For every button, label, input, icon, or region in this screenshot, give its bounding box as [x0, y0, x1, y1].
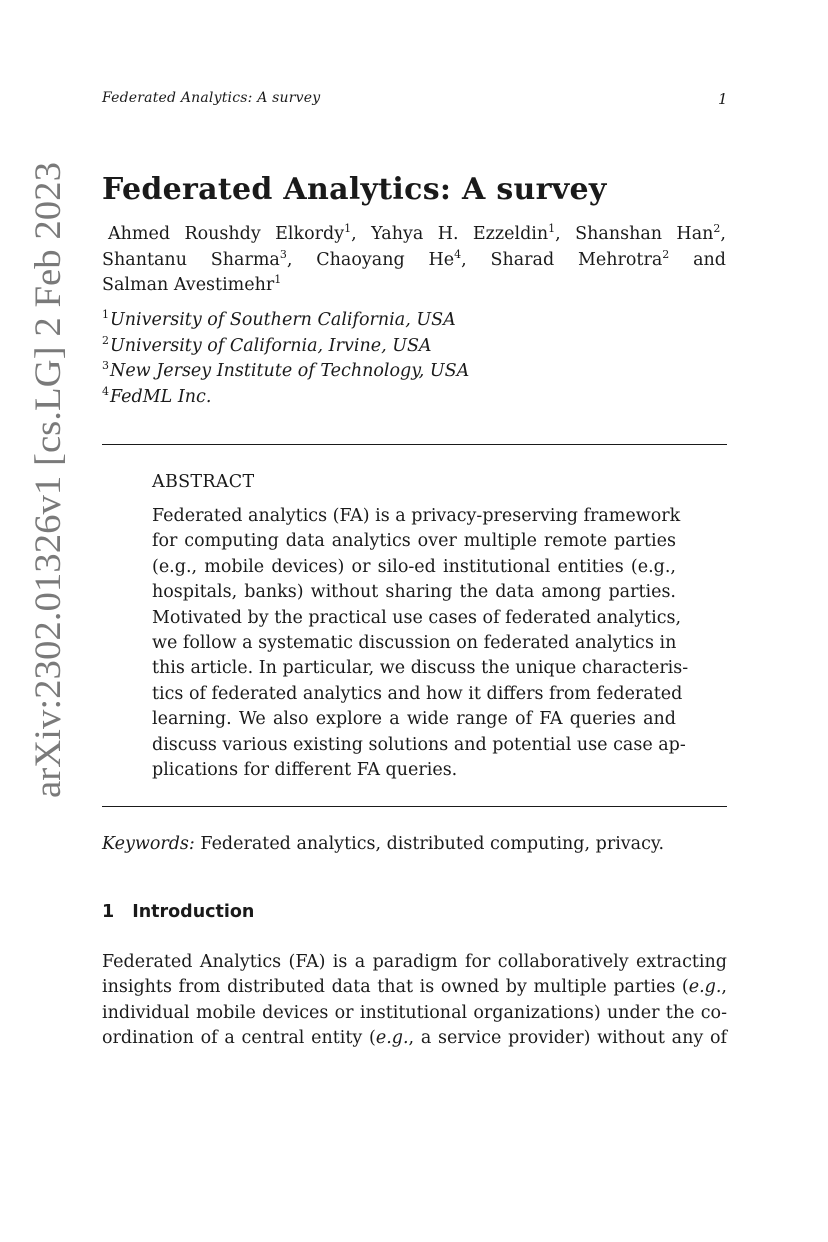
page-number: 1 [718, 90, 728, 108]
author-list [102, 222, 726, 299]
affiliation-item: $^4$FedML Inc. [102, 384, 212, 407]
abstract-line: learning. We also explore a wide range of FA queries and [152, 709, 676, 730]
paper-title: Federated Analytics: A survey [102, 172, 607, 207]
abstract-heading: ABSTRACT [152, 472, 255, 492]
author-affiliation-mark: 2 [662, 247, 670, 261]
abstract-line: Federated analytics (FA) is a privacy-preserving framework [152, 506, 681, 526]
section-title: Introduction [132, 902, 255, 922]
affiliation-number: 4 [102, 384, 109, 398]
author-affiliation-mark: 4 [454, 247, 462, 261]
abstract-line: plications for different FA queries. [152, 760, 458, 781]
abstract-line: hospitals, banks) without sharing the data among parties. [152, 582, 676, 603]
affiliation-number: 1 [102, 308, 109, 322]
abstract-line: (e.g., mobile devices) or silo-ed institutional entities (e.g., [152, 556, 676, 577]
keywords [102, 834, 664, 854]
abstract-line: Motivated by the practical use cases of federated analytics, [152, 607, 682, 628]
affiliation-item: $^1$University of Southern California, USA [102, 308, 456, 330]
keywords-text: Federated analytics, distributed computing, privacy. [200, 834, 665, 854]
intro-paragraph [102, 950, 727, 1052]
author-name: Shantanu Sharma$^3$, [102, 247, 293, 270]
author-name: Yahya H. Ezzeldin$^1$, [371, 222, 561, 244]
intro-line: Federated Analytics (FA) is a paradigm for collaboratively extracting [102, 952, 727, 972]
abstract-line: tics of federated analytics and how it differs from federated [152, 683, 683, 704]
author-name: Salman Avestimehr$^1$ [102, 273, 282, 295]
arxiv-stamp [10, 160, 76, 800]
author-affiliation-mark: 1 [548, 222, 556, 236]
abstract-line: for computing data analytics over multiple remote parties [152, 531, 676, 552]
abstract-top-rule [102, 444, 727, 445]
abstract-line: discuss various existing solutions and potential use case ap- [152, 734, 686, 755]
abstract-body [152, 504, 689, 783]
author-affiliation-mark: 1 [274, 273, 282, 287]
intro-line: ordination of a central entity (e.g., a service provider) without any of [102, 1028, 727, 1049]
affiliation-number: 2 [102, 333, 109, 347]
affiliation-item: $^3$New Jersey Institute of Technology, USA [102, 359, 470, 381]
keywords-label: Keywords: [102, 834, 195, 854]
arxiv-stamp-text: arXiv:2302.01326v1 [cs.LG] 2 Feb 2023 [28, 191, 69, 798]
author-affiliation-mark: 3 [279, 247, 287, 261]
running-head: Federated Analytics: A survey [102, 90, 321, 106]
author-name: Chaoyang He$^4$, [316, 247, 467, 270]
affiliation-number: 3 [102, 359, 109, 373]
abstract-line: we follow a systematic discussion on federated analytics in [152, 633, 677, 654]
intro-line: insights from distributed data that is owned by multiple parties (e.g., [102, 977, 727, 998]
section-heading [102, 902, 254, 922]
author-name: Sharad Mehrotra$^2$ and [490, 247, 726, 270]
section-number: 1 [102, 902, 115, 922]
intro-line: individual mobile devices or institutional organizations) under the co- [102, 1002, 727, 1023]
affiliation-item: $^2$University of California, Irvine, USA [102, 333, 432, 356]
author-name: Ahmed Roushdy Elkordy$^1$, [108, 222, 357, 244]
author-affiliation-mark: 2 [713, 222, 721, 236]
abstract-bottom-rule [102, 806, 727, 807]
author-name: Shanshan Han$^2$, [575, 222, 726, 244]
author-affiliation-mark: 1 [344, 222, 352, 236]
affiliation-list [102, 308, 469, 410]
abstract-line: this article. In particular, we discuss the unique characteris- [152, 658, 689, 679]
